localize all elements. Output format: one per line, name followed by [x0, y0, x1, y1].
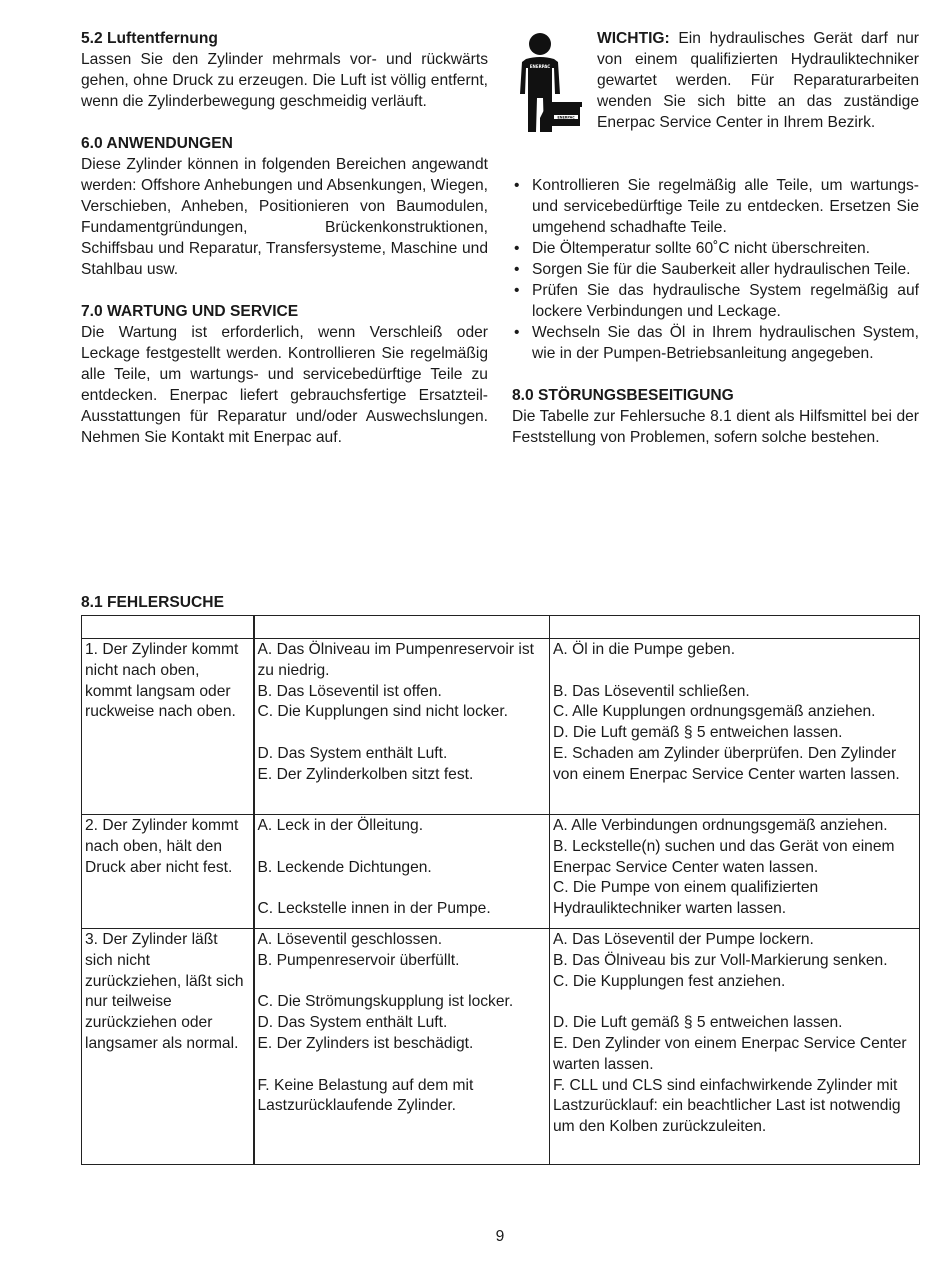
- section-body: Die Tabelle zur Fehlersuche 8.1 dient als Hilfsmittel bei der Feststellung von Problemen, sofern solche bestehen.: [512, 408, 919, 446]
- troubleshooting-title: 8.1 FEHLERSUCHE: [81, 594, 224, 611]
- section-title: 5.2 Luftentfernung: [81, 30, 218, 47]
- cause-line: [258, 1055, 547, 1076]
- important-notice: [512, 28, 919, 154]
- left-column: [81, 28, 488, 469]
- solution-line: [553, 661, 916, 682]
- solution-line: D. Die Luft gemäß § 5 entweichen lassen.: [553, 1014, 843, 1032]
- maintenance-bullets: [512, 175, 919, 364]
- cause-line: [258, 878, 547, 899]
- table-row: [82, 929, 920, 1165]
- section-body: Diese Zylinder können in folgenden Bereichen angewandt werden: Offshore Anhebungen und Absenkungen, Wiegen, Verschieben, Anheben, Positionieren von Baumodulen, Fundamentgründungen, Brückenkonstruktionen, Schiffsbau und Reparatur, Transfersysteme, Maschine und Stahlbau usw.: [81, 156, 488, 278]
- cause-line: A. Löseventil geschlossen.: [257, 931, 443, 948]
- technician-icon: [512, 28, 597, 138]
- section-title: 7.0 WARTUNG UND SERVICE: [81, 303, 299, 320]
- list-item: • Prüfen Sie das hydraulische System regelmäßig auf lockere Verbindungen und Leckage.: [512, 280, 919, 322]
- cause-line: E. Der Zylinderkolben sitzt fest.: [257, 765, 474, 783]
- problem-cell: 1. Der Zylinder kommt nicht nach oben, kommt langsam oder ruckweise nach oben.: [82, 639, 254, 815]
- icon-logo: ENERPAC: [529, 64, 551, 69]
- cause-line: C. Die Kupplungen sind nicht locker.: [257, 703, 509, 721]
- solution-line: B. Leckstelle(n) suchen und das Gerät von einem Enerpac Service Center waten lassen.: [553, 837, 895, 876]
- table-header-cell: [550, 616, 920, 639]
- important-label: WICHTIG:: [597, 30, 670, 47]
- table-header-row: [82, 616, 920, 639]
- solution-line: F. CLL und CLS sind einfachwirkende Zylinder mit Lastzurücklauf: ein beachtlicher Last ist notwendig um den Kolben zurückzuleiten.: [553, 1076, 901, 1136]
- solution-line: A. Das Löseventil der Pumpe lockern.: [553, 931, 814, 948]
- solution-line: B. Das Löseventil schließen.: [553, 682, 750, 700]
- list-item: • Sorgen Sie für die Sauberkeit aller hydraulischen Teile.: [512, 259, 919, 280]
- solution-line: E. Den Zylinder von einem Enerpac Service Center warten lassen.: [553, 1034, 907, 1073]
- list-item: • Kontrollieren Sie regelmäßig alle Teile, um wartungs- und servicebedürftige Teile zu entdecken. Ersetzen Sie umgehend schadhafte Teile.: [512, 175, 919, 238]
- table-row: [82, 639, 920, 815]
- section-title: 6.0 ANWENDUNGEN: [81, 135, 233, 152]
- cause-line: D. Das System enthält Luft.: [257, 744, 448, 762]
- important-body: Ein hydraulisches Gerät darf nur von einem qualifizierten Hydrauliktechniker gewartet werden. Für Reparaturarbeiten wenden Sie sich bitte an das zuständige Enerpac Service Center in Ihrem Bezirk.: [597, 30, 919, 131]
- solution-line: [553, 992, 916, 1013]
- list-item: • Wechseln Sie das Öl in Ihrem hydraulischen System, wie in der Pumpen-Betriebsanleitung angegeben.: [512, 322, 919, 364]
- list-item: • Die Öltemperatur sollte 60˚C nicht überschreiten.: [512, 238, 919, 259]
- section-body: Die Wartung ist erforderlich, wenn Verschleiß oder Leckage festgestellt werden. Kontrollieren Sie regelmäßig alle Teile, um wartungs- und servicebedürftige Teile zu entdecken. Enerpac liefert gebrauchsfertige Ersatzteil-Ausstattungen für Reparatur und/oder Auswechslungen. Nehmen Sie Kontakt mit Enerpac auf.: [81, 324, 488, 446]
- table-row: [82, 815, 920, 929]
- cause-line: C. Leckstelle innen in der Pumpe.: [257, 900, 491, 918]
- solution-line: D. Die Luft gemäß § 5 entweichen lassen.: [553, 724, 843, 742]
- cause-line: B. Das Löseventil ist offen.: [257, 682, 442, 700]
- solution-line: E. Schaden am Zylinder überprüfen. Den Zylinder von einem Enerpac Service Center warten lassen.: [553, 744, 900, 783]
- cause-line: [258, 972, 547, 993]
- table-header-cell: [82, 616, 254, 639]
- causes-cell: [254, 639, 550, 815]
- cause-line: D. Das System enthält Luft.: [257, 1014, 448, 1032]
- problem-cell: 2. Der Zylinder kommt nach oben, hält den Druck aber nicht fest.: [82, 815, 254, 929]
- right-column: [512, 28, 919, 469]
- cause-line: B. Leckende Dichtungen.: [257, 858, 432, 876]
- cause-line: A. Leck in der Ölleitung.: [257, 817, 424, 834]
- solutions-cell: [550, 639, 920, 815]
- solution-line: A. Öl in die Pumpe geben.: [553, 641, 736, 658]
- section-8-0: [512, 385, 919, 448]
- section-5-2: [81, 28, 488, 112]
- cause-line: B. Pumpenreservoir überfüllt.: [257, 951, 460, 969]
- icon-box-logo: ENERPAC: [557, 115, 575, 120]
- cause-line: [258, 723, 547, 744]
- solution-line: C. Alle Kupplungen ordnungsgemäß anziehen.: [553, 703, 876, 721]
- causes-cell: [254, 815, 550, 929]
- causes-cell: [254, 929, 550, 1165]
- page-number: 9: [495, 1228, 505, 1245]
- section-title: 8.0 STÖRUNGSBESEITIGUNG: [512, 387, 734, 404]
- important-text: [597, 28, 919, 154]
- cause-line: A. Das Ölniveau im Pumpenreservoir ist zu niedrig.: [257, 641, 534, 679]
- section-body: Lassen Sie den Zylinder mehrmals vor- und rückwärts gehen, ohne Druck zu erzeugen. Die Luft ist völlig entfernt, wenn die Zylinderbewegung geschmeidig verläuft.: [81, 51, 488, 110]
- cause-line: C. Die Strömungskupplung ist locker.: [257, 993, 514, 1011]
- section-6-0: [81, 133, 488, 280]
- solution-line: B. Das Ölniveau bis zur Voll-Markierung senken.: [553, 951, 888, 969]
- section-7-0: [81, 301, 488, 448]
- cause-line: E. Der Zylinders ist beschädigt.: [257, 1034, 474, 1052]
- table-header-cell: [254, 616, 550, 639]
- cause-line: [258, 837, 547, 858]
- troubleshooting-table: [81, 615, 920, 1165]
- solution-line: A. Alle Verbindungen ordnungsgemäß anziehen.: [553, 817, 888, 834]
- solutions-cell: [550, 929, 920, 1165]
- solution-line: C. Die Kupplungen fest anziehen.: [553, 972, 786, 990]
- solution-line: C. Die Pumpe von einem qualifizierten Hydrauliktechniker warten lassen.: [553, 879, 819, 918]
- problem-cell: 3. Der Zylinder läßt sich nicht zurückziehen, läßt sich nur teilweise zurückziehen oder langsamer als normal.: [82, 929, 254, 1165]
- solutions-cell: [550, 815, 920, 929]
- cause-line: F. Keine Belastung auf dem mit Lastzurücklaufende Zylinder.: [257, 1076, 474, 1115]
